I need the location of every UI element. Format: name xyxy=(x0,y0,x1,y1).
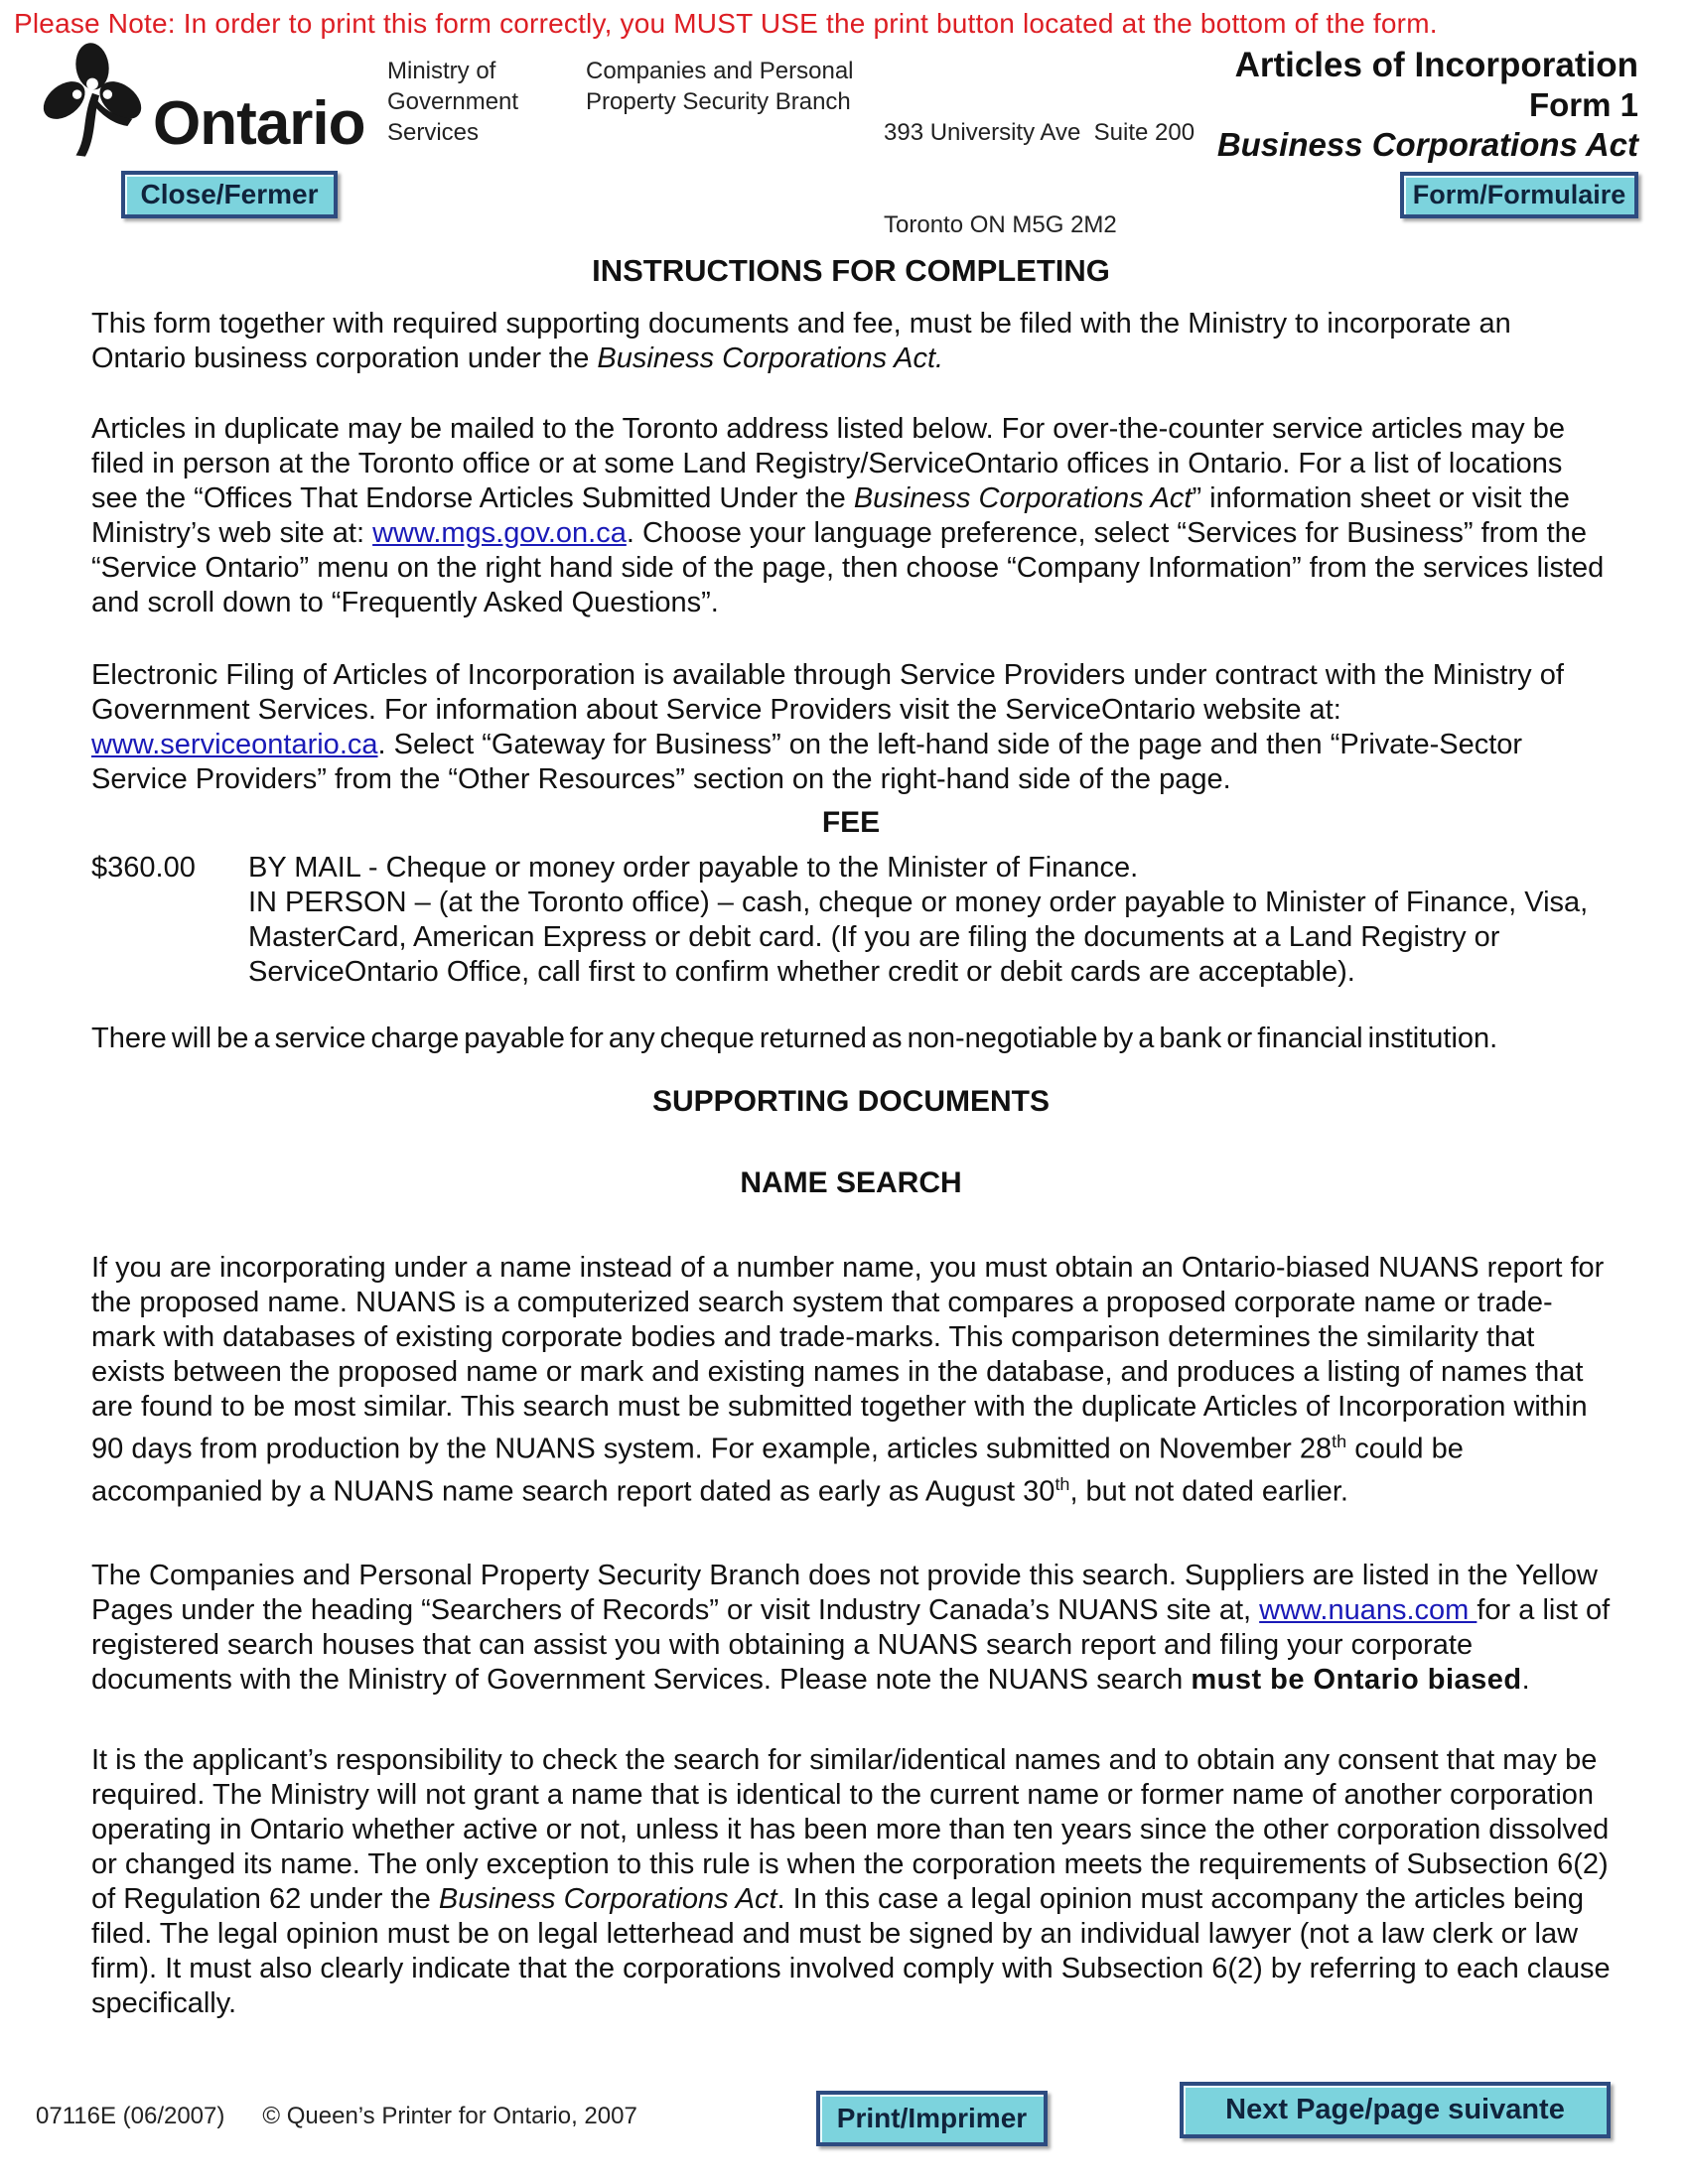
form-button[interactable]: Form/Formulaire xyxy=(1400,172,1638,218)
fee-in-person: IN PERSON – (at the Toronto office) – cash, cheque or money order payable to Minister of Finance, Visa, MasterCard, American Express or debit card. (If you are filing the documents at a Land Registry or ServiceOntario Office, call first to confirm whether credit or debit cards are acceptable). xyxy=(248,887,1589,988)
branch-name: Companies and Personal Property Security Branch xyxy=(586,58,854,115)
branch-address: 393 University Ave Suite 200 Toronto ON M5G 2M2 xyxy=(884,119,1196,238)
fee-details xyxy=(248,851,1611,990)
paragraph-mailing: Articles in duplicate may be mailed to the Toronto address listed below. For over-the-counter service articles may be filed in person at the Toronto office or at some Land Registry/ServiceOntario offices in Ontario. For a list of locations see the “Offices That Endorse Articles Submitted Under the Business Corporations Act” information sheet or visit the Ministry’s web site at: www.mgs.gov.on.ca. Choose your language preference, select “Services for Business” from the “Service Ontario” menu on the right hand side of the page, then choose “Company Information” from the services listed and scroll down to “Frequently Asked Questions”. xyxy=(91,413,1605,618)
print-button[interactable]: Print/Imprimer xyxy=(816,2091,1048,2146)
fee-section xyxy=(91,851,1611,990)
fee-heading: FEE xyxy=(821,806,881,839)
ontario-logo xyxy=(34,40,364,161)
paragraph-efiling: Electronic Filing of Articles of Incorporation is available through Service Providers under contract with the Ministry of Government Services. For information about Service Providers visit the ServiceOntario website at: www.serviceontario.ca. Select “Gateway for Business” on the left-hand side of the page and then “Private-Sector Service Providers” from the “Other Resources” section on the right-hand side of the page. xyxy=(91,659,1564,795)
form-title xyxy=(1217,46,1638,165)
inline-link[interactable]: www.serviceontario.ca xyxy=(91,729,378,760)
footer-info xyxy=(36,2103,637,2130)
fee-by-mail: BY MAIL - Cheque or money order payable to the Minister of Finance. xyxy=(248,852,1139,884)
service-charge-note: There will be a service charge payable for any cheque returned as non-negotiable by a bank or financial institution. xyxy=(91,1023,1498,1054)
paragraph-search-suppliers: The Companies and Personal Property Security Branch does not provide this search. Suppliers are listed in the Yellow Pages under the heading “Searchers of Records” or visit Industry Canada’s NUANS site at, www.nuans.com for a list of registered search houses that can assist you with obtaining a NUANS search report and filing your corporate documents with the Ministry of Government Services. Please note the NUANS search must be Ontario biased. xyxy=(91,1560,1611,1697)
ontario-wordmark: Ontario xyxy=(153,89,365,158)
inline-link[interactable]: www.nuans.com xyxy=(1259,1594,1477,1627)
close-button[interactable]: Close/Fermer xyxy=(121,171,338,218)
copyright-notice: © Queen’s Printer for Ontario, 2007 xyxy=(262,2103,637,2129)
name-search-heading: NAME SEARCH xyxy=(740,1166,962,1199)
inline-link[interactable]: www.mgs.gov.on.ca xyxy=(372,517,627,549)
supporting-documents-heading: SUPPORTING DOCUMENTS xyxy=(651,1085,1051,1118)
instructions-heading: INSTRUCTIONS FOR COMPLETING xyxy=(592,253,1110,288)
form-title-line2: Form 1 xyxy=(1528,86,1638,123)
paragraph-nuans: If you are incorporating under a name instead of a number name, you must obtain an Ontario-biased NUANS report for the proposed name. NUANS is a computerized search system that compares a proposed corporate name or trade-mark with databases of existing corporate bodies and trade-marks. This comparison determines the similarity that exists between the proposed name or mark and existing names in the database, and produces a listing of names that are found to be most similar. This search must be submitted together with the duplicate Articles of Incorporation within 90 days from production by the NUANS system. For example, articles submitted on November 28th could be accompanied by a NUANS name search report dated as early as August 30th, but not dated earlier. xyxy=(91,1252,1605,1508)
fee-amount: $360.00 xyxy=(91,852,196,884)
paragraph-applicant-responsibility: It is the applicant’s responsibility to check the search for similar/identical names and to obtain any consent that may be required. The Ministry will not grant a name that is identical to the current name or former name of another corporation operating in Ontario whether active or not, unless it has been more than ten years since the other corporation dissolved or changed its name. The only exception to this rule is when the corporation meets the requirements of Subsection 6(2) of Regulation 62 under the Business Corporations Act. In this case a legal opinion must accompany the articles being filed. The legal opinion must be on legal letterhead and must be signed by an individual lawyer (not a law clerk or law firm). It must also clearly indicate that the corporations involved comply with Subsection 6(2) by referring to each clause specifically. xyxy=(91,1744,1611,2020)
form-title-line1: Articles of Incorporation xyxy=(1234,46,1638,84)
paragraph-filing: This form together with required supporting documents and fee, must be filed with the Ministry to incorporate an Ontario business corporation under the Business Corporations Act. xyxy=(91,308,1511,374)
form-number: 07116E (06/2007) xyxy=(36,2103,225,2129)
form-title-line3: Business Corporations Act xyxy=(1216,126,1638,163)
ministry-name: Ministry of Government Services xyxy=(387,58,519,146)
print-notice: Please Note: In order to print this form correctly, you MUST USE the print button located at the bottom of the form. xyxy=(14,8,1438,39)
instructions-body xyxy=(91,253,1611,2021)
ontario-trillium-icon xyxy=(34,40,151,161)
next-page-button[interactable]: Next Page/page suivante xyxy=(1180,2082,1611,2138)
